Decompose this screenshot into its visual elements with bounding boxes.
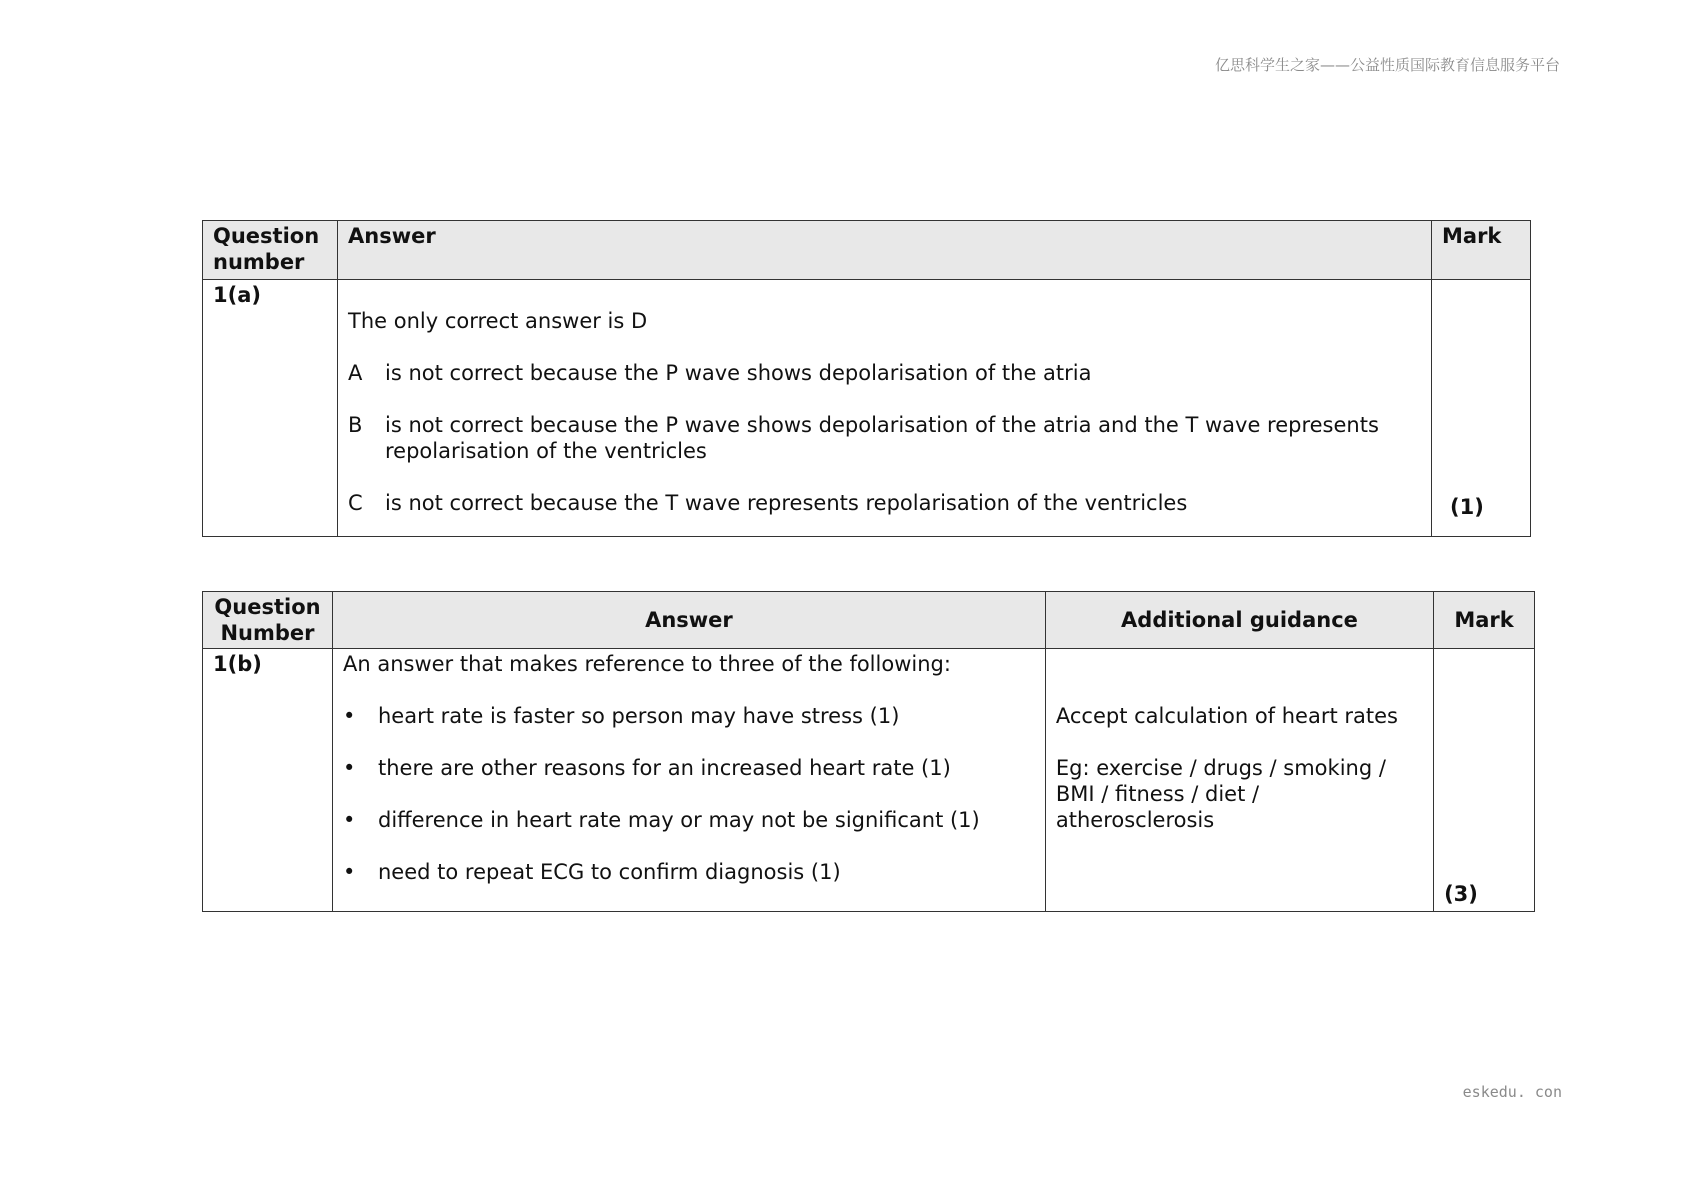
option-text: is not correct because the P wave shows depolarisation of the atria and the T wave represents repolarisation of the ventricles bbox=[385, 413, 1379, 463]
answer-cell bbox=[332, 649, 1045, 912]
option-row bbox=[348, 490, 1421, 516]
footer-watermark-text: eskedu. con bbox=[1462, 1083, 1562, 1101]
mark-value: (1) bbox=[1450, 495, 1484, 519]
option-row bbox=[348, 412, 1421, 464]
bullet-icon: • bbox=[342, 808, 356, 832]
bullet-icon: • bbox=[342, 860, 356, 884]
header-question-number: Question Number bbox=[203, 592, 333, 649]
point-text: there are other reasons for an increased heart rate (1) bbox=[377, 756, 951, 780]
point-text: heart rate is faster so person may have stress (1) bbox=[377, 704, 900, 728]
bullet-icon: • bbox=[342, 704, 356, 728]
list-item bbox=[343, 703, 1035, 729]
point-text: difference in heart rate may or may not be significant (1) bbox=[377, 808, 980, 832]
guidance-text: Accept calculation of heart rates bbox=[1055, 704, 1398, 728]
option-row bbox=[348, 360, 1421, 386]
mark-scheme-table-1b bbox=[202, 591, 1535, 912]
header-question-number: Question number bbox=[203, 221, 338, 280]
option-letter: A bbox=[348, 361, 363, 385]
guidance-cell bbox=[1045, 649, 1433, 912]
answer-lead: The only correct answer is D bbox=[348, 309, 648, 333]
header-answer: Answer bbox=[332, 592, 1045, 649]
question-number-cell: 1(a) bbox=[203, 280, 338, 537]
header-mark: Mark bbox=[1432, 221, 1531, 280]
header-additional-guidance: Additional guidance bbox=[1045, 592, 1433, 649]
header-watermark-text: 亿思科学生之家——公益性质国际教育信息服务平台 bbox=[1214, 56, 1560, 74]
table-header-row bbox=[203, 592, 1535, 649]
header-mark: Mark bbox=[1434, 592, 1535, 649]
option-text: is not correct because the P wave shows depolarisation of the atria bbox=[385, 361, 1092, 385]
option-letter: B bbox=[348, 413, 363, 437]
table-row bbox=[203, 649, 1535, 912]
mark-value: (3) bbox=[1444, 882, 1478, 906]
answer-lead: An answer that makes reference to three of the following: bbox=[342, 652, 951, 676]
point-text: need to repeat ECG to confirm diagnosis (1) bbox=[377, 860, 841, 884]
bullet-icon: • bbox=[342, 756, 356, 780]
mark-cell bbox=[1434, 649, 1535, 912]
list-item bbox=[343, 859, 1035, 885]
list-item bbox=[343, 755, 1035, 781]
question-number-cell: 1(b) bbox=[203, 649, 333, 912]
guidance-text: Eg: exercise / drugs / smoking / BMI / fitness / diet / atherosclerosis bbox=[1055, 756, 1386, 832]
answer-cell bbox=[338, 280, 1432, 537]
header-answer: Answer bbox=[338, 221, 1432, 280]
table-header-row bbox=[203, 221, 1531, 280]
option-text: is not correct because the T wave represents repolarisation of the ventricles bbox=[385, 491, 1188, 515]
mark-scheme-table-1a bbox=[202, 220, 1531, 537]
answer-points-list bbox=[343, 703, 1035, 885]
list-item bbox=[343, 807, 1035, 833]
option-letter: C bbox=[348, 491, 363, 515]
mark-cell bbox=[1432, 280, 1531, 537]
table-row bbox=[203, 280, 1531, 537]
